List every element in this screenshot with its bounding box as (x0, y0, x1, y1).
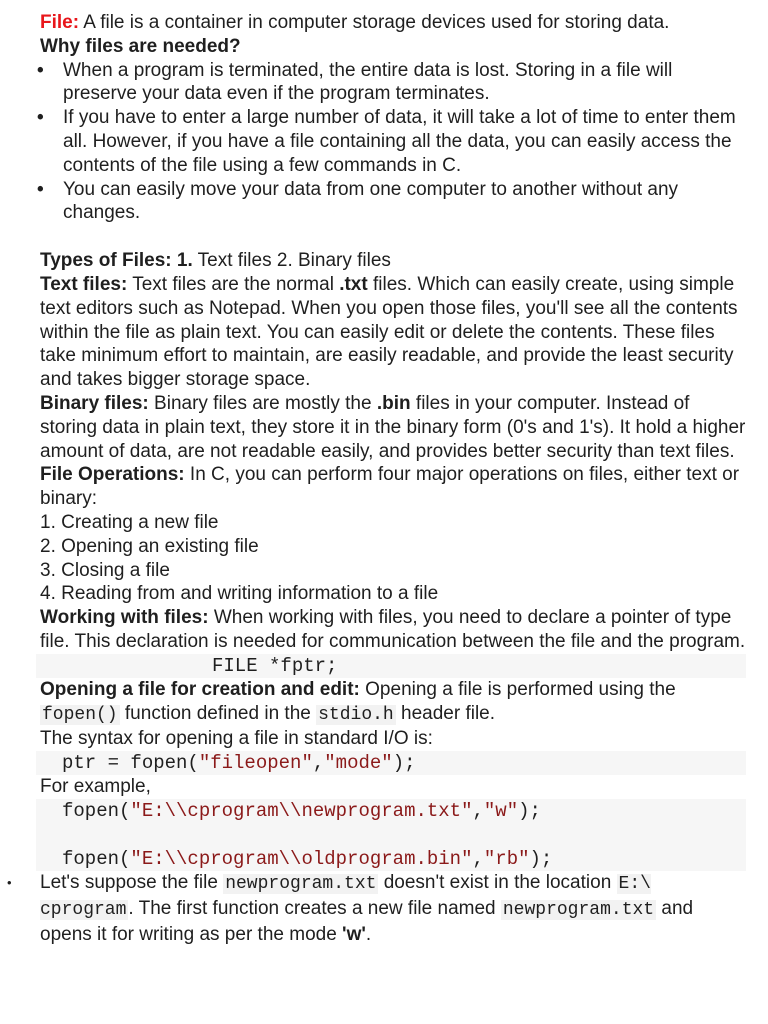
mode-w: 'w' (342, 923, 366, 945)
operations-list (40, 511, 746, 606)
location-inline-code: E:\ cprogram (40, 873, 651, 920)
why-list (40, 59, 746, 226)
binary-files-post: files in your computer. Instead of storing data in plain text, they store it in the binary form (0's and 1's). It hold a higher amount of data, are not readable easily, and provides better security than text files. (40, 392, 746, 462)
opening-text-2: function defined in the (119, 702, 317, 724)
syntax-code (36, 751, 746, 775)
spacer (40, 225, 746, 249)
final-text-5: . (365, 923, 372, 945)
working-text: When working with files, you need to declare a pointer of type file. This declaration is needed for communication between the file and the program. (40, 607, 746, 652)
fopen-inline-code: fopen() (42, 704, 118, 725)
text-files-paragraph (40, 273, 746, 392)
code-string: "rb" (483, 847, 530, 870)
opening-paragraph (40, 678, 746, 728)
opening-text-3: header file. (395, 702, 496, 724)
types-label: Types of Files: 1. (40, 250, 193, 272)
bin-extension: .bin (376, 392, 411, 414)
working-paragraph (40, 606, 746, 654)
code-token: fopen( (62, 799, 131, 822)
binary-files-label: Binary files: (40, 392, 149, 414)
types-of-files (40, 249, 746, 273)
final-text-1: Let's suppose the file (40, 871, 224, 893)
types-text: Text files 2. Binary files (192, 250, 391, 272)
text-files-label: Text files: (40, 273, 128, 295)
example-code (36, 799, 746, 871)
why-heading (40, 35, 746, 59)
code-string: "w" (483, 799, 519, 822)
file-definition-text: A file is a container in computer storage devices used for storing data. (79, 12, 670, 33)
code-token: fopen( (62, 847, 131, 870)
example-label: For example, (40, 776, 151, 798)
document-page (40, 11, 746, 946)
code-token: ptr = fopen( (62, 752, 199, 775)
list-item: 4. Reading from and writing information to a file (40, 583, 439, 605)
opening-label: Opening a file for creation and edit: (40, 678, 360, 700)
txt-extension: .txt (339, 273, 368, 295)
text-files-pre: Text files are the normal (127, 273, 340, 295)
final-paragraph (40, 871, 746, 946)
code-token: , (472, 847, 484, 870)
code-token: ); (518, 799, 541, 822)
list-item: • If you have to enter a large number of data, it will take a lot of time to enter them all. However, if you have a file containing all the data, you can easily access the contents of the file using a few commands in C. (40, 106, 746, 177)
opening-text-1: Opening a file is performed using the (359, 678, 676, 700)
newprogram-inline-code: newprogram.txt (225, 873, 377, 894)
working-label: Working with files: (40, 607, 209, 629)
file-definition (40, 11, 746, 35)
binary-files-paragraph (40, 392, 746, 463)
code-token: , (312, 752, 325, 775)
file-pointer-code: FILE *fptr; (36, 654, 746, 678)
list-item: 1. Creating a new file (40, 511, 219, 533)
file-label: File: (40, 12, 80, 33)
code-string: "E:\\cprogram\\newprogram.txt" (130, 799, 473, 822)
code-token: ); (392, 752, 416, 775)
why-heading-text: Why files are needed? (40, 35, 241, 57)
code-token: , (472, 799, 484, 822)
file-operations-label: File Operations: (40, 464, 185, 486)
list-item: 3. Closing a file (40, 559, 170, 581)
code-string: "E:\\cprogram\\oldprogram.bin" (130, 847, 473, 870)
text-files-post: files. Which can easily create, using simple text editors such as Notepad. When you open those files, you'll see all the contents within the file as plain text. You can easily edit or delete the contents. These files take minimum effort to maintain, are easily readable, and provide the least security and takes bigger storage space. (40, 273, 738, 391)
code-line (62, 799, 746, 823)
final-text-2: doesn't exist in the location (378, 871, 617, 893)
stdio-inline-code: stdio.h (318, 704, 394, 725)
final-text-4: and opens it for writing as per the mode (40, 897, 694, 945)
code-string: "mode" (324, 752, 393, 775)
final-text-3: . The first function creates a new file named (128, 897, 501, 919)
code-string: "fileopen" (198, 752, 313, 775)
newprogram-inline-code: newprogram.txt (502, 899, 655, 920)
syntax-line: The syntax for opening a file in standard I/O is: (40, 728, 433, 750)
code-token: ); (529, 847, 553, 870)
binary-files-pre: Binary files are mostly the (148, 392, 377, 414)
list-item: • You can easily move your data from one computer to another without any changes. (40, 178, 746, 226)
file-operations-text: In C, you can perform four major operations on files, either text or binary: (40, 464, 740, 510)
code-line (62, 847, 746, 871)
code-blank-line (62, 823, 746, 847)
file-operations-paragraph (40, 463, 746, 511)
list-item: • When a program is terminated, the entire data is lost. Storing in a file will preserve your data even if the program terminates. (40, 59, 746, 107)
list-item: 2. Opening an existing file (40, 535, 259, 557)
